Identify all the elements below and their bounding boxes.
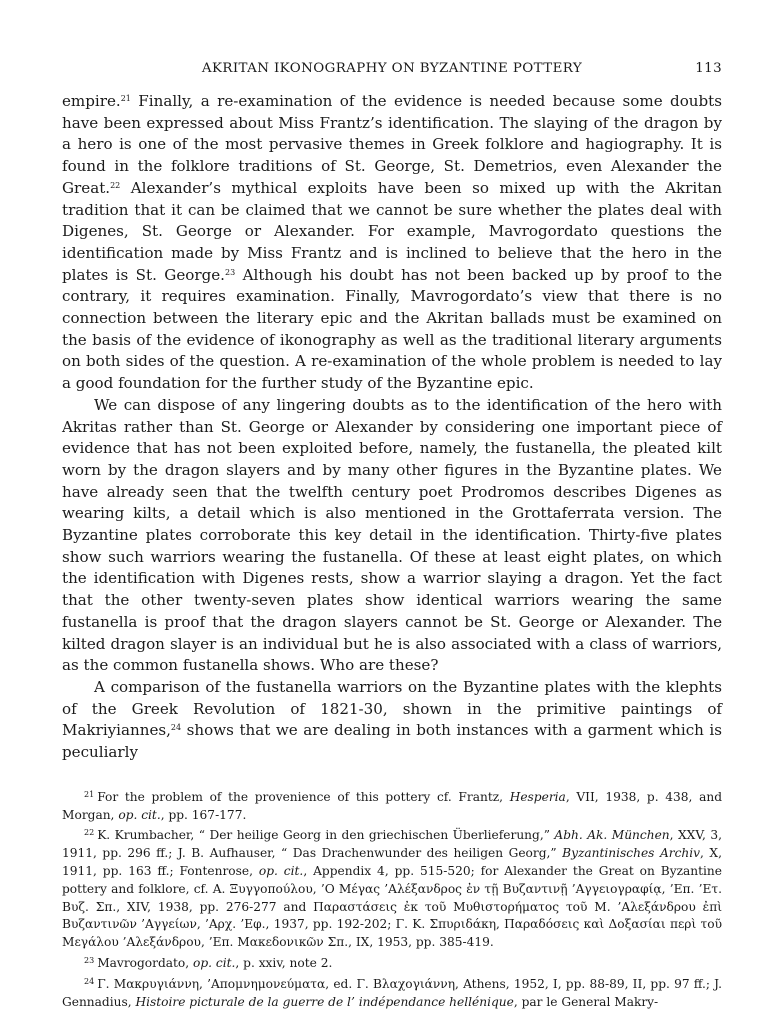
italic-text: op. cit. <box>258 863 304 878</box>
footnote-text <box>62 977 722 1009</box>
text-run: Finally, a re-examination of the evidence is needed because some doubts have been expressed about Miss Frantz’s identification. The slaying of the dragon by a hero is one of the most pervasive themes in Greek folklore and hagiography. It is found in the folklore traditions of St. George, St. Demetrios, even Alexander the Great. <box>62 92 722 197</box>
footnote-text <box>62 790 722 822</box>
footnote <box>62 786 722 825</box>
document-page <box>62 55 722 1011</box>
footnote-ref: 22 <box>110 180 121 190</box>
text-run: , Appendix 4, pp. 515-520; for Alexander the Great on Byzantine pottery and folklore, cf. A. Ξυγγοπούλου, ’Ο Μέγας ’Αλέξανδρος ἐν τῇ Βυζαντινῇ ’Αγγειογραφίᾳ, ’Επ. ’Ετ. Βυζ. Σπ., XIV, 1938, pp. 276-277 and Παραστάσεις ἐκ τοῦ Μυθιστορήματος τοῦ Μ. ’Αλεξάνδρου ἐπὶ Βυζαντινῶν ’Αγγείων, ’Αρχ. ’Εφ., 1937, pp. 192-202; Γ. Κ. Σπυριδάκη, Παραδόσεις καὶ Δοξασίαι περὶ τοῦ Μεγάλου ’Αλεξάνδρου, ’Επ. Μακεδονικῶν Σπ., IX, 1953, pp. 385-419. <box>62 863 722 950</box>
paragraph <box>62 91 722 395</box>
text-run: , pp. 167-177. <box>160 807 247 822</box>
text-run: shows that we are dealing in both instances with a garment which is peculiarly <box>62 721 722 762</box>
paragraph <box>62 395 722 677</box>
text-run: A comparison of the fustanella warriors on the Byzantine plates with the klephts of the Greek Revolution of 1821-30, shown in the primitive paintings of Makriyiannes, <box>62 677 722 740</box>
text-run: Γ. Μακρυγιάννη, ’Απομνημονεύματα, ed. Γ. Βλαχογιάννη, Athens, 1952, I, pp. 88-89, II, pp. 97 ff.; J. Gennadius, <box>62 976 722 1009</box>
footnote-number: 22 <box>84 828 95 838</box>
footnote <box>62 824 722 952</box>
italic-text: op. cit. <box>193 955 236 970</box>
footnote-number: 21 <box>84 789 95 799</box>
footnote <box>62 973 722 1012</box>
text-run: Mavrogordato, <box>97 955 193 970</box>
running-title: AKRITAN IKONOGRAPHY ON BYZANTINE POTTERY <box>201 61 583 76</box>
paragraph <box>62 677 722 764</box>
running-head <box>62 55 722 81</box>
text-run: We can dispose of any lingering doubts as to the identification of the hero with Akritas rather than St. George or Alexander by considering one important piece of evidence that has not been exploited before, namely, the fustanella, the pleated kilt worn by the dragon slayers and by many other figures in the Byzantine plates. We have already seen that the twelfth century poet Prodromos describes Digenes as wearing kilts, a detail which is also mentioned in the Grottaferrata version. The Byzantine plates corroborate this key detail in the identification. Thirty-five plates show such warriors wearing the fustanella. Of these at least eight plates, on which the identification with Digenes rests, show a warrior slaying a dragon. Yet the fact that the other twenty-seven plates show identical warriors wearing the same fustanella is proof that the dragon slayers cannot be St. George or Alexander. The kilted dragon slayer is an individual but he is also associated with a class of warriors, as the common fustanella shows. Who are these? <box>62 395 722 675</box>
italic-text: Histoire picturale de la guerre de l’ indépendance hellénique <box>135 994 514 1009</box>
text-run: , p. xxiv, note 2. <box>235 955 333 970</box>
body-text <box>62 91 722 764</box>
text-run: , XXV, 3, 1911, pp. 296 ff.; J. B. Aufhauser, “ Das Drachenwunder des heiligen Georg,” <box>62 828 722 861</box>
footnote-ref: 21 <box>120 94 131 103</box>
text-run: Alexander’s mythical exploits have been so mixed up with the Akritan tradition that it can be claimed that we cannot be sure whether the plates deal with Digenes, St. George or Alexander. For example, Mavrogordato questions the identification made by Miss Frantz and is inclined to believe that the hero in the plates is St. George. <box>62 178 722 284</box>
italic-text: op. cit. <box>118 807 161 822</box>
footnote-text <box>97 956 332 970</box>
text-run: , X, 1911, pp. 163 ff.; Fontenrose, <box>62 846 722 878</box>
italic-text: Hesperia <box>509 789 566 804</box>
footnote-ref: 24 <box>170 723 182 733</box>
italic-text: Byzantinisches Archiv <box>562 846 701 861</box>
footnote <box>62 952 722 973</box>
footnote-number: 23 <box>84 955 95 965</box>
text-run: , par le General Makry- <box>513 994 659 1009</box>
italic-text: Abh. Ak. München <box>554 828 670 843</box>
text-run: empire. <box>62 92 121 110</box>
text-run: , VII, 1938, p. 438, and Morgan, <box>62 789 723 822</box>
footnote-text <box>62 828 722 949</box>
footnotes <box>62 786 722 1012</box>
text-run: K. Krumbacher, “ Der heilige Georg in den griechischen Überlieferung,” <box>97 828 555 843</box>
footnote-ref: 23 <box>224 267 236 277</box>
text-run: Although his doubt has not been backed up by proof to the contrary, it requires examination. Finally, Mavrogordato’s view that there is no connection between the literary epic and the Akritan ballads must be examined on the basis of the evidence of ikonography as well as the traditional literary arguments on both sides of the question. A re-examination of the whole problem is needed to lay a good foundation for the further study of the Byzantine epic. <box>62 265 723 393</box>
page-number: 113 <box>695 61 722 76</box>
footnote-number: 24 <box>84 976 95 986</box>
text-run: For the problem of the provenience of this pottery cf. Frantz, <box>97 789 510 804</box>
